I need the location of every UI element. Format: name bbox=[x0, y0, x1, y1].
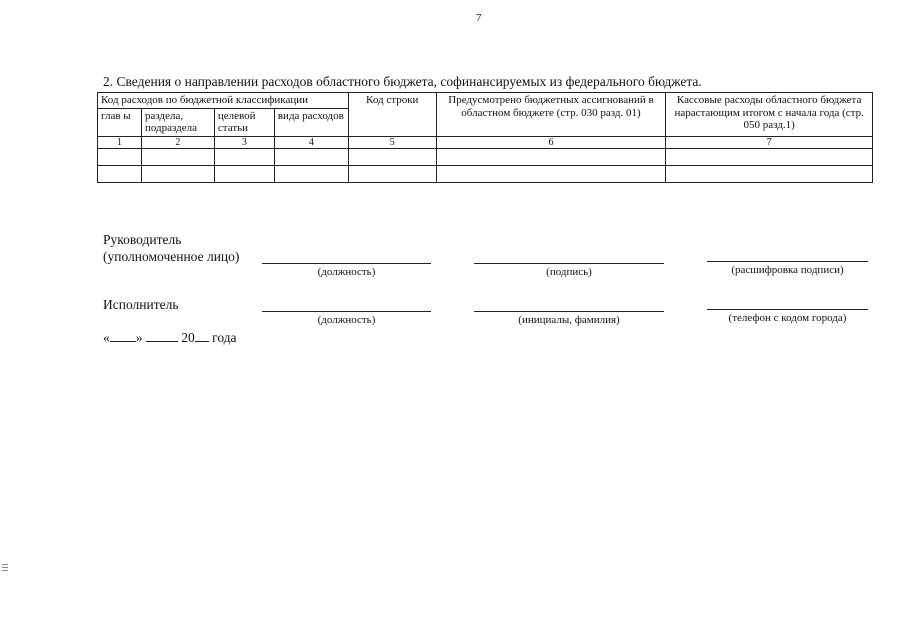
dolzhnost-line[interactable] bbox=[262, 263, 431, 264]
telefon-line[interactable] bbox=[707, 309, 868, 310]
dolzhnost-line-2[interactable] bbox=[262, 311, 431, 312]
table-cell[interactable] bbox=[274, 166, 348, 183]
scan-edge-mark bbox=[2, 564, 8, 573]
day-blank[interactable] bbox=[110, 329, 136, 342]
table-cell[interactable] bbox=[348, 149, 436, 166]
header-celevoy: целевой статьи bbox=[214, 108, 274, 136]
table-header-row bbox=[98, 93, 873, 109]
header-vida: вида расходов bbox=[274, 108, 348, 136]
table-cell[interactable] bbox=[141, 166, 214, 183]
upolnomochennoe-label: (уполномоченное лицо) bbox=[103, 249, 240, 264]
column-number: 2 bbox=[141, 136, 214, 149]
header-predusmotreno: Предусмотрено бюджетных ассигнований в областном бюджете (стр. 030 разд. 01) bbox=[436, 93, 666, 137]
table-cell[interactable] bbox=[274, 149, 348, 166]
column-number-row bbox=[98, 136, 873, 149]
caption-dolzhnost-2: (должность) bbox=[317, 314, 376, 326]
initsialy-line[interactable] bbox=[474, 311, 664, 312]
column-number: 7 bbox=[666, 136, 873, 149]
header-kassovye: Кассовые расходы областного бюджета нарастающим итогом с начала года (стр. 050 разд.1) bbox=[666, 93, 873, 137]
table-cell[interactable] bbox=[436, 149, 666, 166]
header-code-group: Код расходов по бюджетной классификации bbox=[98, 93, 349, 109]
table-cell[interactable] bbox=[214, 166, 274, 183]
date-open-quote: « bbox=[103, 330, 110, 345]
table-cell[interactable] bbox=[666, 149, 873, 166]
rukovoditel-label: Руководитель bbox=[103, 232, 182, 247]
caption-telefon: (телефон с кодом города) bbox=[728, 312, 847, 324]
header-glav: глав ы bbox=[98, 108, 142, 136]
table-cell[interactable] bbox=[98, 166, 142, 183]
column-number: 3 bbox=[214, 136, 274, 149]
column-number: 6 bbox=[436, 136, 666, 149]
header-kod-stroki: Код строки bbox=[348, 93, 436, 137]
column-number: 1 bbox=[98, 136, 142, 149]
table-row bbox=[98, 149, 873, 166]
column-number: 4 bbox=[274, 136, 348, 149]
ispolnitel-label: Исполнитель bbox=[103, 297, 179, 312]
section-title: 2. Сведения о направлении расходов областного бюджета, софинансируемых из федерального бюджета. bbox=[103, 74, 702, 89]
podpis-line[interactable] bbox=[474, 263, 664, 264]
caption-dolzhnost: (должность) bbox=[317, 266, 376, 278]
caption-initsialy: (инициалы, фамилия) bbox=[518, 314, 620, 326]
table-cell[interactable] bbox=[348, 166, 436, 183]
table-row bbox=[98, 166, 873, 183]
caption-podpis: (подпись) bbox=[546, 266, 592, 278]
date-suffix: года bbox=[212, 330, 237, 345]
table-cell[interactable] bbox=[214, 149, 274, 166]
year-prefix: 20 bbox=[181, 330, 195, 345]
table-cell[interactable] bbox=[141, 149, 214, 166]
header-razdela: раздела, подраздела bbox=[141, 108, 214, 136]
page-number: 7 bbox=[476, 12, 482, 24]
budget-table bbox=[97, 92, 873, 183]
date-close-quote: » bbox=[135, 330, 143, 345]
table-cell[interactable] bbox=[98, 149, 142, 166]
date-line bbox=[103, 329, 237, 346]
caption-rasshifrovka: (расшифровка подписи) bbox=[731, 264, 844, 276]
table-cell[interactable] bbox=[666, 166, 873, 183]
year-blank[interactable] bbox=[195, 329, 209, 342]
month-blank[interactable] bbox=[146, 329, 178, 342]
rasshifrovka-line[interactable] bbox=[707, 261, 868, 262]
column-number: 5 bbox=[348, 136, 436, 149]
table-cell[interactable] bbox=[436, 166, 666, 183]
